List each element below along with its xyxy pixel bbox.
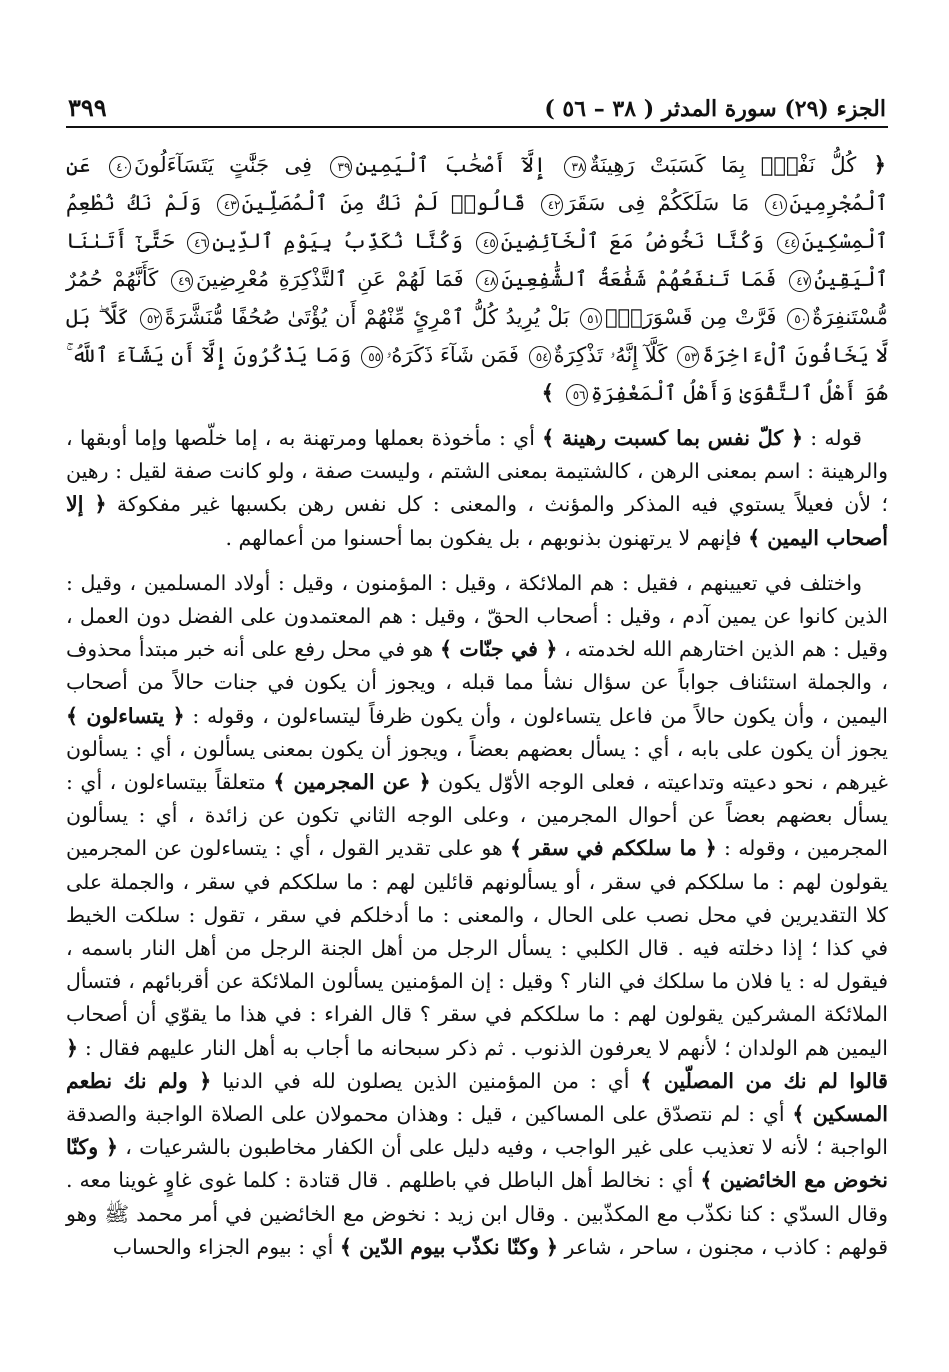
verse-text: حَتَّىٰٓ أَتَىٰنَا ٱلْيَقِينُ <box>66 229 888 291</box>
tafsir-text: أي : مأخوذة بعملها ومرتهنة به ، إما خلّصها وإما أوبقها ، والرهينة : اسم بمعنى الرهن ، كالشتيمة بمعنى الشتم ، وليست صفة ، ولو كانت صفة لقيل : رهين ؛ لأن فعيلاً يستوي فيه المذكر والمؤنث ، والمعنى : كل نفس رهن بكسبها غير مفكوكة <box>66 426 888 517</box>
verse-text: فَمَن شَآءَ ذَكَرَهُۥ <box>386 343 519 367</box>
tafsir-paragraph <box>66 422 888 555</box>
ayah-number-marker: ٣٩ <box>330 156 352 178</box>
tafsir-text: هو في محل رفع على أنه خبر مبتدأ محذوف ، والجملة استئناف جواباً عن سؤال نشأ مما قبله ، ويجوز أن يكون في جنات حالاً من أصحاب اليمين ، وأن يكون حالاً من فاعل يتساءلون ، وأن يكون ظرفاً ليتساءلون ، وقوله : <box>66 637 888 728</box>
ayah-number-marker: ٥٤ <box>529 346 551 368</box>
quoted-verse: ﴿ يتساءلون ﴾ <box>66 703 185 728</box>
verse-text: كَلَّا ۖ بَل لَّا يَخَافُونَ ٱلْءَاخِرَةَ <box>66 305 888 367</box>
ayah-number-marker: ٣٨ <box>564 156 586 178</box>
ayah-number-marker: ٤٢ <box>541 194 563 216</box>
tafsir-text: أي : نخالط أهل الباطل في باطلهم . قال قتادة : كلما غوى غاوٍ غوينا معه . وقال السدّي : كنا نكذّب مع المكذّبين . وقال ابن زيد : نخوض مع الخائضين في أمر محمد ﷺ وهو قولهم : كاذب ، مجنون ، ساحر ، شاعر <box>66 1168 888 1259</box>
close-ornament: ﴾ <box>541 380 554 405</box>
tafsir-paragraph <box>66 567 888 1264</box>
verse-text: كَأَنَّهُمْ حُمُرٌ مُّسْتَنفِرَةٌ <box>66 267 888 329</box>
ayah-number-marker: ٤٨ <box>476 270 498 292</box>
open-ornament: ﴿ <box>873 152 886 177</box>
verse-text: وَكُنَّا نُكَذِّبُ بِيَوْمِ ٱلدِّينِ <box>212 229 463 253</box>
tafsir-text: متعلقاً بيتساءلون ، أي : يسأل بعضهم بعضاً عن أحوال المجرمين ، وعلى الوجه الثاني تكون عن زائدة ، أي : يسألون المجرمين ، وقوله : <box>66 770 888 861</box>
verse-text: إِلَّآ أَصْحَٰبَ ٱلْيَمِينِ <box>355 153 547 177</box>
ayah-number-marker: ٤٥ <box>476 232 498 254</box>
quoted-verse: ﴿ في جنّات ﴾ <box>439 637 558 662</box>
page-number: ٣٩٩ <box>68 93 107 122</box>
verse-text: فَمَا تَنفَعُهُمْ شَفَٰعَةُ ٱلشَّٰفِعِينَ <box>501 267 777 291</box>
tafsir-text: فإنهم لا يرتهنون بذنوبهم ، بل يفكون بما أحسنوا من أعمالهم . <box>225 525 742 550</box>
ayah-number-marker: ٥١ <box>580 308 602 330</box>
ayah-number-marker: ٥٠ <box>787 308 809 330</box>
tafsir-text: يجوز أن يكون على بابه ، أي : يسأل بعضهم بعضاً ، ويجوز أن يكون بمعنى يسألون ، أي : يسألون غيرهم ، نحو دعيته وتداعيته ، فعلى الوجه الأوّل يكون <box>66 736 888 795</box>
tafsir-text: أي : لم نتصدّق على المساكين ، قيل : وهذان محمولان على الصلاة الواجبة والصدقة الواجبة ؛ لأنه لا تعذيب على غير الواجب ، وفيه دليل على أن الكفار مخاطبون بالشرعيات ، <box>66 1102 888 1160</box>
ayah-number-marker: ٤٠ <box>109 156 131 178</box>
tafsir-text: أي : بيوم الجزاء والحساب <box>112 1234 334 1259</box>
quoted-verse: ﴿ وكنّا نكذّب بيوم الدّين ﴾ <box>339 1234 558 1259</box>
page-header <box>66 92 888 128</box>
page <box>66 92 888 1362</box>
ayah-number-marker: ٤٤ <box>777 232 799 254</box>
quran-verses <box>66 146 888 412</box>
quoted-verse: ﴿ إلا أصحاب اليمين ﴾ <box>66 492 888 550</box>
ayah-number-marker: ٥٦ <box>566 384 588 406</box>
quoted-verse: ﴿ قالوا لم نك من المصلّين ﴾ <box>66 1035 888 1093</box>
quoted-verse: ﴿ ولم نك نطعم المسكين ﴾ <box>66 1068 888 1127</box>
tafsir-text: أي : من المؤمنين الذين يصلون لله في الدنيا <box>222 1068 630 1093</box>
ayah-number-marker: ٤١ <box>765 194 787 216</box>
quoted-verse: ﴿ ما سلككم في سقر ﴾ <box>510 836 717 861</box>
tafsir-text: قوله : <box>810 426 862 450</box>
verse-text: فِى جَنَّٰتٍ يَتَسَآءَلُونَ <box>133 153 313 177</box>
quoted-verse: ﴿ كلّ نفس بما كسبت رهينة ﴾ <box>542 426 803 450</box>
ayah-number-marker: ٥٥ <box>361 346 383 368</box>
ayah-number-marker: ٥٢ <box>140 308 162 330</box>
quoted-verse: ﴿ وكنّا نخوض مع الخائضين ﴾ <box>66 1135 888 1193</box>
ayah-number-marker: ٤٣ <box>217 194 239 216</box>
running-title: الجزء (٢٩) سورة المدثر ( ٣٨ – ٥٦ ) <box>544 96 886 122</box>
verse-text: وَلَمْ نَكُ نُطْعِمُ ٱلْمِسْكِينَ <box>66 191 888 253</box>
ayah-number-marker: ٤٧ <box>789 270 811 292</box>
verse-text: وَمَا يَذْكُرُونَ إِلَّآ أَن يَشَآءَ ٱللَّهُ ۚ هُوَ أَهْلُ ٱلتَّقْوَىٰ وَأَهْلُ ٱلْمَغْفِرَةِ <box>66 343 888 405</box>
tafsir-text: واختلف في تعيينهم ، فقيل : هم الملائكة ، وقيل : المؤمنون ، وقيل : أولاد المسلمين ، وقيل : الذين كانوا عن يمين آدم ، وقيل : أصحاب الحقّ ، وقيل : هم المعتمدون على الفضل دون العمل ، وقيل : هم الذين اختارهم الله لخدمته ، <box>66 570 888 662</box>
verse-text: كُلُّ نَفْسٍۭ بِمَا كَسَبَتْ رَهِينَةٌ <box>589 153 857 177</box>
verse-text: مَا سَلَكَكُمْ فِى سَقَرَ <box>565 191 750 215</box>
verse-text: كَلَّآ إِنَّهُۥ تَذْكِرَةٌ <box>553 343 668 367</box>
verse-text: قَالُوا۟ لَمْ نَكُ مِنَ ٱلْمُصَلِّينَ <box>241 191 526 215</box>
verse-text: فَمَا لَهُمْ عَنِ ٱلتَّذْكِرَةِ مُعْرِضِينَ <box>195 267 464 291</box>
verse-text: عَنِ ٱلْمُجْرِمِينَ <box>66 153 888 215</box>
ayah-number-marker: ٥٣ <box>677 346 699 368</box>
verse-text: وَكُنَّا نَخُوضُ مَعَ ٱلْخَآئِضِينَ <box>500 229 765 253</box>
ayah-number-marker: ٤٦ <box>187 232 209 254</box>
verse-text: بَلْ يُرِيدُ كُلُّ ٱمْرِئٍ مِّنْهُمْ أَن يُؤْتَىٰ صُحُفًا مُّنَشَّرَةً <box>164 305 570 329</box>
ayah-number-marker: ٤٩ <box>171 270 193 292</box>
tafsir-text: هو على تقدير القول ، أي : يتساءلون عن المجرمين يقولون لهم : ما سلككم في سقر ، أو يسألونهم قائلين لهم : ما سلككم في سقر ، والجملة على كلا التقديرين في محل نصب على الحال ، والمعنى : ما أدخلكم في سقر ، تقول : سلكت الخيط في كذا ؛ إذا دخلته فيه . قال الكلبي : يسأل الرجل من أهل الجنة الرجل من أهل النار باسمه ، فيقول له : يا فلان ما سلكك في النار ؟ وقيل : إن المؤمنين يسألون الملائكة عن أقربائهم ، فتسأل الملائكة المشركين يقولون لهم : ما سلككم في سقر ؟ قال الفراء : في هذا ما يقوّي أن أصحاب اليمين هم الولدان ؛ لأنهم لا يعرفون الذنوب . ثم ذكر سبحانه ما أجاب به أهل النار عليهم فقال : <box>66 836 888 1060</box>
quoted-verse: ﴿ عن المجرمين ﴾ <box>273 770 431 795</box>
verse-text: فَرَّتْ مِن قَسْوَرَةٍۭ <box>604 305 777 329</box>
tafsir-commentary <box>66 422 888 1264</box>
